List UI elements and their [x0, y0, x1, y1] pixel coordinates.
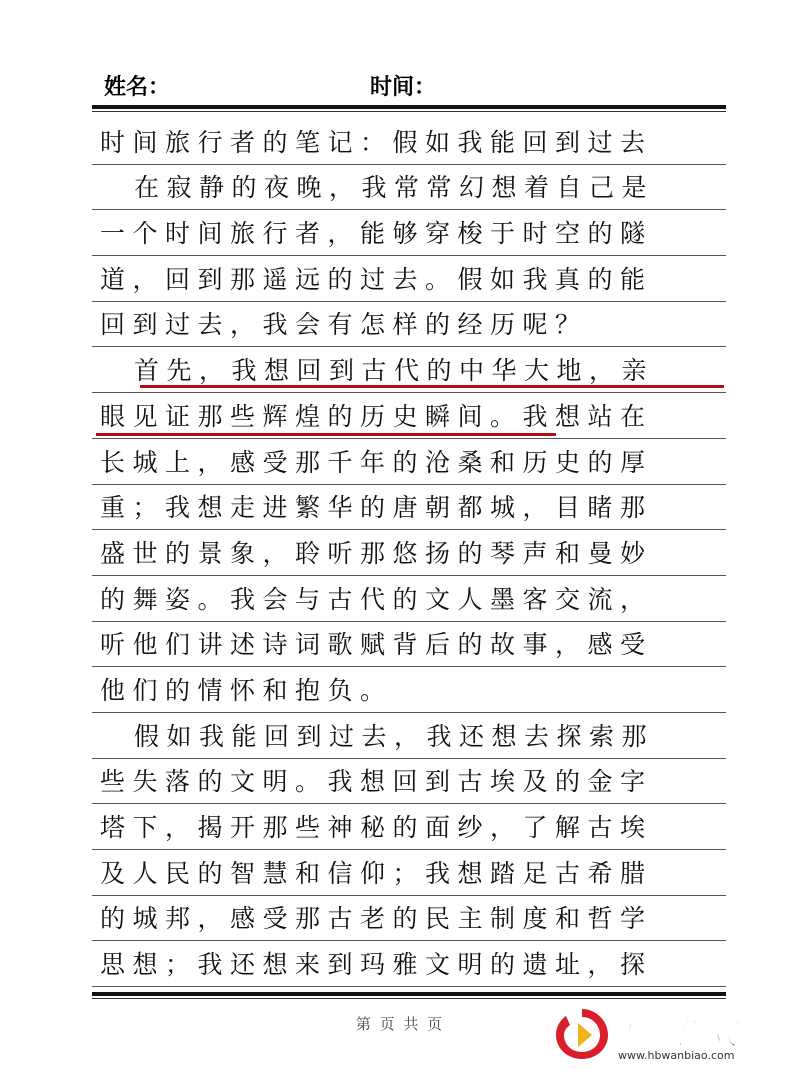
watermark-title: 万趣游戏网 [614, 1017, 769, 1052]
time-label: 时间： [370, 75, 437, 100]
top-rule-thin [92, 111, 726, 112]
text-line: 时间旅行者的笔记：假如我能回到过去 [92, 119, 726, 165]
site-watermark [552, 1005, 797, 1065]
name-label: 姓名： [104, 75, 171, 100]
text-line: 假如我能回到过去，我还想去探索那 [92, 713, 726, 759]
page-footer: 第 页 共 页 [355, 1015, 445, 1033]
text-line: 回到过去，我会有怎样的经历呢？ [92, 302, 726, 348]
text-line: 思想；我还想来到玛雅文明的遗址，探 [92, 941, 726, 987]
text-line: 首先，我想回到古代的中华大地，亲 [92, 347, 726, 393]
text-line: 长城上，感受那千年的沧桑和历史的厚 [92, 439, 726, 485]
text-line: 的城邦，感受那古老的民主制度和哲学 [92, 896, 726, 942]
text-line: 听他们讲述诗词歌赋背后的故事，感受 [92, 622, 726, 668]
text-line: 的舞姿。我会与古代的文人墨客交流， [92, 576, 726, 622]
watermark-url: www.hbwanbiao.com [618, 1049, 735, 1062]
text-line: 重；我想走进繁华的唐朝都城，目睹那 [92, 485, 726, 531]
watermark-logo-icon [552, 1005, 612, 1063]
text-line: 些失落的文明。我想回到古埃及的金字 [92, 759, 726, 805]
text-line: 他们的情怀和抱负。 [92, 667, 726, 713]
text-line: 塔下，揭开那些神秘的面纱，了解古埃 [92, 804, 726, 850]
red-underline-1 [140, 385, 724, 388]
bottom-rule [92, 992, 726, 996]
bottom-rule-thin [92, 998, 726, 999]
top-rule [92, 105, 726, 109]
text-line: 一个时间旅行者，能够穿梭于时空的隧 [92, 210, 726, 256]
text-line: 道，回到那遥远的过去。假如我真的能 [92, 256, 726, 302]
lined-paper [92, 119, 726, 987]
text-line: 在寂静的夜晚，我常常幻想着自己是 [92, 165, 726, 211]
text-line: 盛世的景象，聆听那悠扬的琴声和曼妙 [92, 530, 726, 576]
red-underline-2 [96, 433, 556, 436]
text-line: 及人民的智慧和信仰；我想踏足古希腊 [92, 850, 726, 896]
text-line: 眼见证那些辉煌的历史瞬间。我想站在 [92, 393, 726, 439]
